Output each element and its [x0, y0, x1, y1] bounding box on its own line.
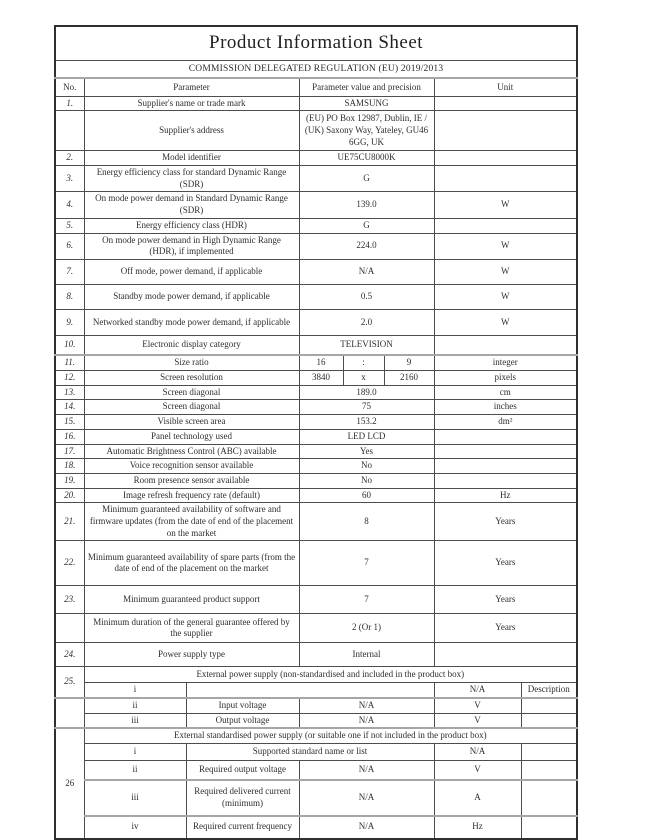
- row-number: [55, 111, 84, 151]
- table-row: [55, 503, 577, 541]
- table-row: [55, 400, 577, 415]
- row-unit: [434, 643, 577, 667]
- subrow-unit: V: [434, 698, 521, 713]
- table-row: [55, 233, 577, 259]
- subrow-value: N/A: [299, 713, 434, 728]
- row-number: 23.: [55, 586, 84, 614]
- row-parameter: Electronic display category: [84, 335, 299, 355]
- table-row: [55, 371, 577, 386]
- table-row: [55, 166, 577, 192]
- subrow-label: Required current frequency: [186, 816, 299, 839]
- subrow-unit: N/A: [434, 683, 521, 698]
- regulation-row: [55, 60, 577, 78]
- section-26-header: External standardised power supply (or suitable one if not included in the product box): [84, 728, 577, 743]
- subrow-index: i: [84, 683, 186, 698]
- table-row: [55, 218, 577, 233]
- row-number: 20.: [55, 488, 84, 503]
- row-value: Yes: [299, 444, 434, 459]
- row-number: 2.: [55, 151, 84, 166]
- row-unit: Years: [434, 503, 577, 541]
- row-value: 0.5: [299, 284, 434, 309]
- header-value: Parameter value and precision: [299, 78, 434, 96]
- section-26-row-iv: [55, 816, 577, 839]
- section-25-number: 25.: [55, 667, 84, 698]
- row-parameter: Image refresh frequency rate (default): [84, 488, 299, 503]
- row-unit: [434, 473, 577, 488]
- row-value: TELEVISION: [299, 335, 434, 355]
- row-unit: Years: [434, 586, 577, 614]
- section-25-row-i: [55, 683, 577, 698]
- row-parameter: Room presence sensor available: [84, 473, 299, 488]
- subrow-description: [521, 780, 577, 816]
- row-unit: [434, 111, 577, 151]
- table-row: [55, 355, 577, 370]
- subrow-label: Required delivered current (minimum): [186, 780, 299, 816]
- subrow-value: N/A: [299, 780, 434, 816]
- header-no: No.: [55, 78, 84, 96]
- subrow-index: i: [84, 744, 186, 761]
- row-parameter: Off mode, power demand, if applicable: [84, 259, 299, 284]
- row-parameter: Panel technology used: [84, 429, 299, 444]
- row-number: 10.: [55, 335, 84, 355]
- row-unit: W: [434, 233, 577, 259]
- row-value: 224.0: [299, 233, 434, 259]
- table-row: [55, 192, 577, 218]
- subrow-unit: V: [434, 713, 521, 728]
- table-row: [55, 96, 577, 111]
- row-number: 22.: [55, 541, 84, 586]
- row-parameter: Minimum guaranteed availability of software and firmware updates (from the date of end of the placement on the market: [84, 503, 299, 541]
- subrow-label: [186, 683, 434, 698]
- row-unit: W: [434, 284, 577, 309]
- table-row: [55, 385, 577, 400]
- subrow-label: Supported standard name or list: [186, 744, 434, 761]
- row-number: [55, 614, 84, 643]
- table-row: [55, 586, 577, 614]
- row-value: G: [299, 218, 434, 233]
- section-26-row-iii: [55, 780, 577, 816]
- row-value: G: [299, 166, 434, 192]
- row-parameter: Standby mode power demand, if applicable: [84, 284, 299, 309]
- row-unit: [434, 96, 577, 111]
- table-row: [55, 284, 577, 309]
- row-value-part1: 3840: [299, 371, 343, 386]
- row-parameter: Screen diagonal: [84, 385, 299, 400]
- row-value: (EU) PO Box 12987, Dublin, IE / (UK) Saxony Way, Yateley, GU46 6GG, UK: [299, 111, 434, 151]
- row-number: 1.: [55, 96, 84, 111]
- row-number: 6.: [55, 233, 84, 259]
- row-value-separator: x: [343, 371, 384, 386]
- row-value: 60: [299, 488, 434, 503]
- row-value: 7: [299, 541, 434, 586]
- row-parameter: Networked standby mode power demand, if applicable: [84, 309, 299, 335]
- row-number: 14.: [55, 400, 84, 415]
- row-number: 9.: [55, 309, 84, 335]
- row-parameter: On mode power demand in High Dynamic Range (HDR), if implemented: [84, 233, 299, 259]
- row-unit: inches: [434, 400, 577, 415]
- subrow-unit: N/A: [434, 744, 521, 761]
- row-number: 15.: [55, 415, 84, 430]
- row-number: 7.: [55, 259, 84, 284]
- table-row: [55, 259, 577, 284]
- product-information-table: [54, 25, 578, 840]
- row-value: UE75CU8000K: [299, 151, 434, 166]
- table-row: [55, 335, 577, 355]
- subrow-description: [521, 713, 577, 728]
- row-parameter: Power supply type: [84, 643, 299, 667]
- row-unit: [434, 151, 577, 166]
- row-value: 75: [299, 400, 434, 415]
- table-row: [55, 541, 577, 586]
- section-26-number: 26: [55, 728, 84, 838]
- subrow-label: Required output voltage: [186, 761, 299, 780]
- row-value-part2: 9: [384, 355, 434, 370]
- table-row: [55, 488, 577, 503]
- row-number: 13.: [55, 385, 84, 400]
- row-value: LED LCD: [299, 429, 434, 444]
- row-parameter: On mode power demand in Standard Dynamic Range (SDR): [84, 192, 299, 218]
- subrow-description: [521, 761, 577, 780]
- row-parameter: Screen diagonal: [84, 400, 299, 415]
- row-number: 5.: [55, 218, 84, 233]
- subrow-description: Description: [521, 683, 577, 698]
- row-parameter: Size ratio: [84, 355, 299, 370]
- subrow-label: Input voltage: [186, 698, 299, 713]
- row-unit: cm: [434, 385, 577, 400]
- section-26-row-ii: [55, 761, 577, 780]
- table-row: [55, 111, 577, 151]
- row-number: 4.: [55, 192, 84, 218]
- subrow-value: N/A: [299, 698, 434, 713]
- row-unit: [434, 218, 577, 233]
- row-parameter: Voice recognition sensor available: [84, 459, 299, 474]
- row-number: 12.: [55, 371, 84, 386]
- row-unit: Years: [434, 614, 577, 643]
- section-25-header-row: [55, 667, 577, 683]
- row-value: 7: [299, 586, 434, 614]
- table-row: [55, 151, 577, 166]
- row-parameter: Minimum duration of the general guarantee offered by the supplier: [84, 614, 299, 643]
- table-row: [55, 473, 577, 488]
- row-unit: [434, 429, 577, 444]
- row-parameter: Screen resolution: [84, 371, 299, 386]
- table-row: [55, 444, 577, 459]
- subrow-description: [521, 698, 577, 713]
- row-value: 8: [299, 503, 434, 541]
- section-26-header-row: [55, 728, 577, 743]
- subrow-value: N/A: [299, 816, 434, 839]
- row-value: N/A: [299, 259, 434, 284]
- subrow-description: [521, 744, 577, 761]
- subrow-label: Output voltage: [186, 713, 299, 728]
- row-unit: Years: [434, 541, 577, 586]
- subrow-index: ii: [84, 698, 186, 713]
- subrow-index: iv: [84, 816, 186, 839]
- row-number: 11.: [55, 355, 84, 370]
- row-value-part1: 16: [299, 355, 343, 370]
- row-unit: [434, 459, 577, 474]
- row-unit: [434, 444, 577, 459]
- section-26-row-i: [55, 744, 577, 761]
- table-row: [55, 429, 577, 444]
- row-value: Internal: [299, 643, 434, 667]
- row-number: 21.: [55, 503, 84, 541]
- row-unit: pixels: [434, 371, 577, 386]
- table-row: [55, 614, 577, 643]
- section-25-header: External power supply (non-standardised and included in the product box): [84, 667, 577, 683]
- row-parameter: Energy efficiency class (HDR): [84, 218, 299, 233]
- subrow-unit: A: [434, 780, 521, 816]
- row-parameter: Visible screen area: [84, 415, 299, 430]
- row-number: 16.: [55, 429, 84, 444]
- row-value: No: [299, 473, 434, 488]
- row-value: SAMSUNG: [299, 96, 434, 111]
- section-25-row-iii: [55, 713, 577, 728]
- row-unit: integer: [434, 355, 577, 370]
- table-row: [55, 643, 577, 667]
- row-number: 19.: [55, 473, 84, 488]
- row-unit: W: [434, 192, 577, 218]
- section-25-row-ii: [55, 698, 577, 713]
- row-unit: [434, 335, 577, 355]
- title-row: [55, 26, 577, 60]
- row-value: 2 (Or 1): [299, 614, 434, 643]
- header-unit: Unit: [434, 78, 577, 96]
- table-row: [55, 459, 577, 474]
- row-unit: [434, 166, 577, 192]
- row-parameter: Model identifier: [84, 151, 299, 166]
- row-parameter: Automatic Brightness Control (ABC) available: [84, 444, 299, 459]
- page-title: Product Information Sheet: [55, 26, 577, 60]
- section-25-number-empty: [55, 698, 84, 728]
- row-value: 189.0: [299, 385, 434, 400]
- header-parameter: Parameter: [84, 78, 299, 96]
- row-unit: W: [434, 259, 577, 284]
- row-value-part2: 2160: [384, 371, 434, 386]
- row-parameter: Energy efficiency class for standard Dynamic Range (SDR): [84, 166, 299, 192]
- table-row: [55, 309, 577, 335]
- subrow-index: ii: [84, 761, 186, 780]
- regulation-title: COMMISSION DELEGATED REGULATION (EU) 2019/2013: [55, 60, 577, 78]
- row-unit: Hz: [434, 488, 577, 503]
- row-parameter: Minimum guaranteed availability of spare parts (from the date of end of the placement on the market: [84, 541, 299, 586]
- row-value-separator: :: [343, 355, 384, 370]
- row-value: 139.0: [299, 192, 434, 218]
- row-parameter: Minimum guaranteed product support: [84, 586, 299, 614]
- row-number: 3.: [55, 166, 84, 192]
- table-row: [55, 415, 577, 430]
- row-number: 24.: [55, 643, 84, 667]
- row-number: 8.: [55, 284, 84, 309]
- row-value: No: [299, 459, 434, 474]
- row-parameter: Supplier's name or trade mark: [84, 96, 299, 111]
- row-value: 153.2: [299, 415, 434, 430]
- row-unit: W: [434, 309, 577, 335]
- row-parameter: Supplier's address: [84, 111, 299, 151]
- subrow-unit: Hz: [434, 816, 521, 839]
- row-unit: dm²: [434, 415, 577, 430]
- subrow-index: iii: [84, 713, 186, 728]
- row-number: 18.: [55, 459, 84, 474]
- subrow-index: iii: [84, 780, 186, 816]
- column-header-row: [55, 78, 577, 96]
- subrow-description: [521, 816, 577, 839]
- row-value: 2.0: [299, 309, 434, 335]
- subrow-unit: V: [434, 761, 521, 780]
- row-number: 17.: [55, 444, 84, 459]
- subrow-value: N/A: [299, 761, 434, 780]
